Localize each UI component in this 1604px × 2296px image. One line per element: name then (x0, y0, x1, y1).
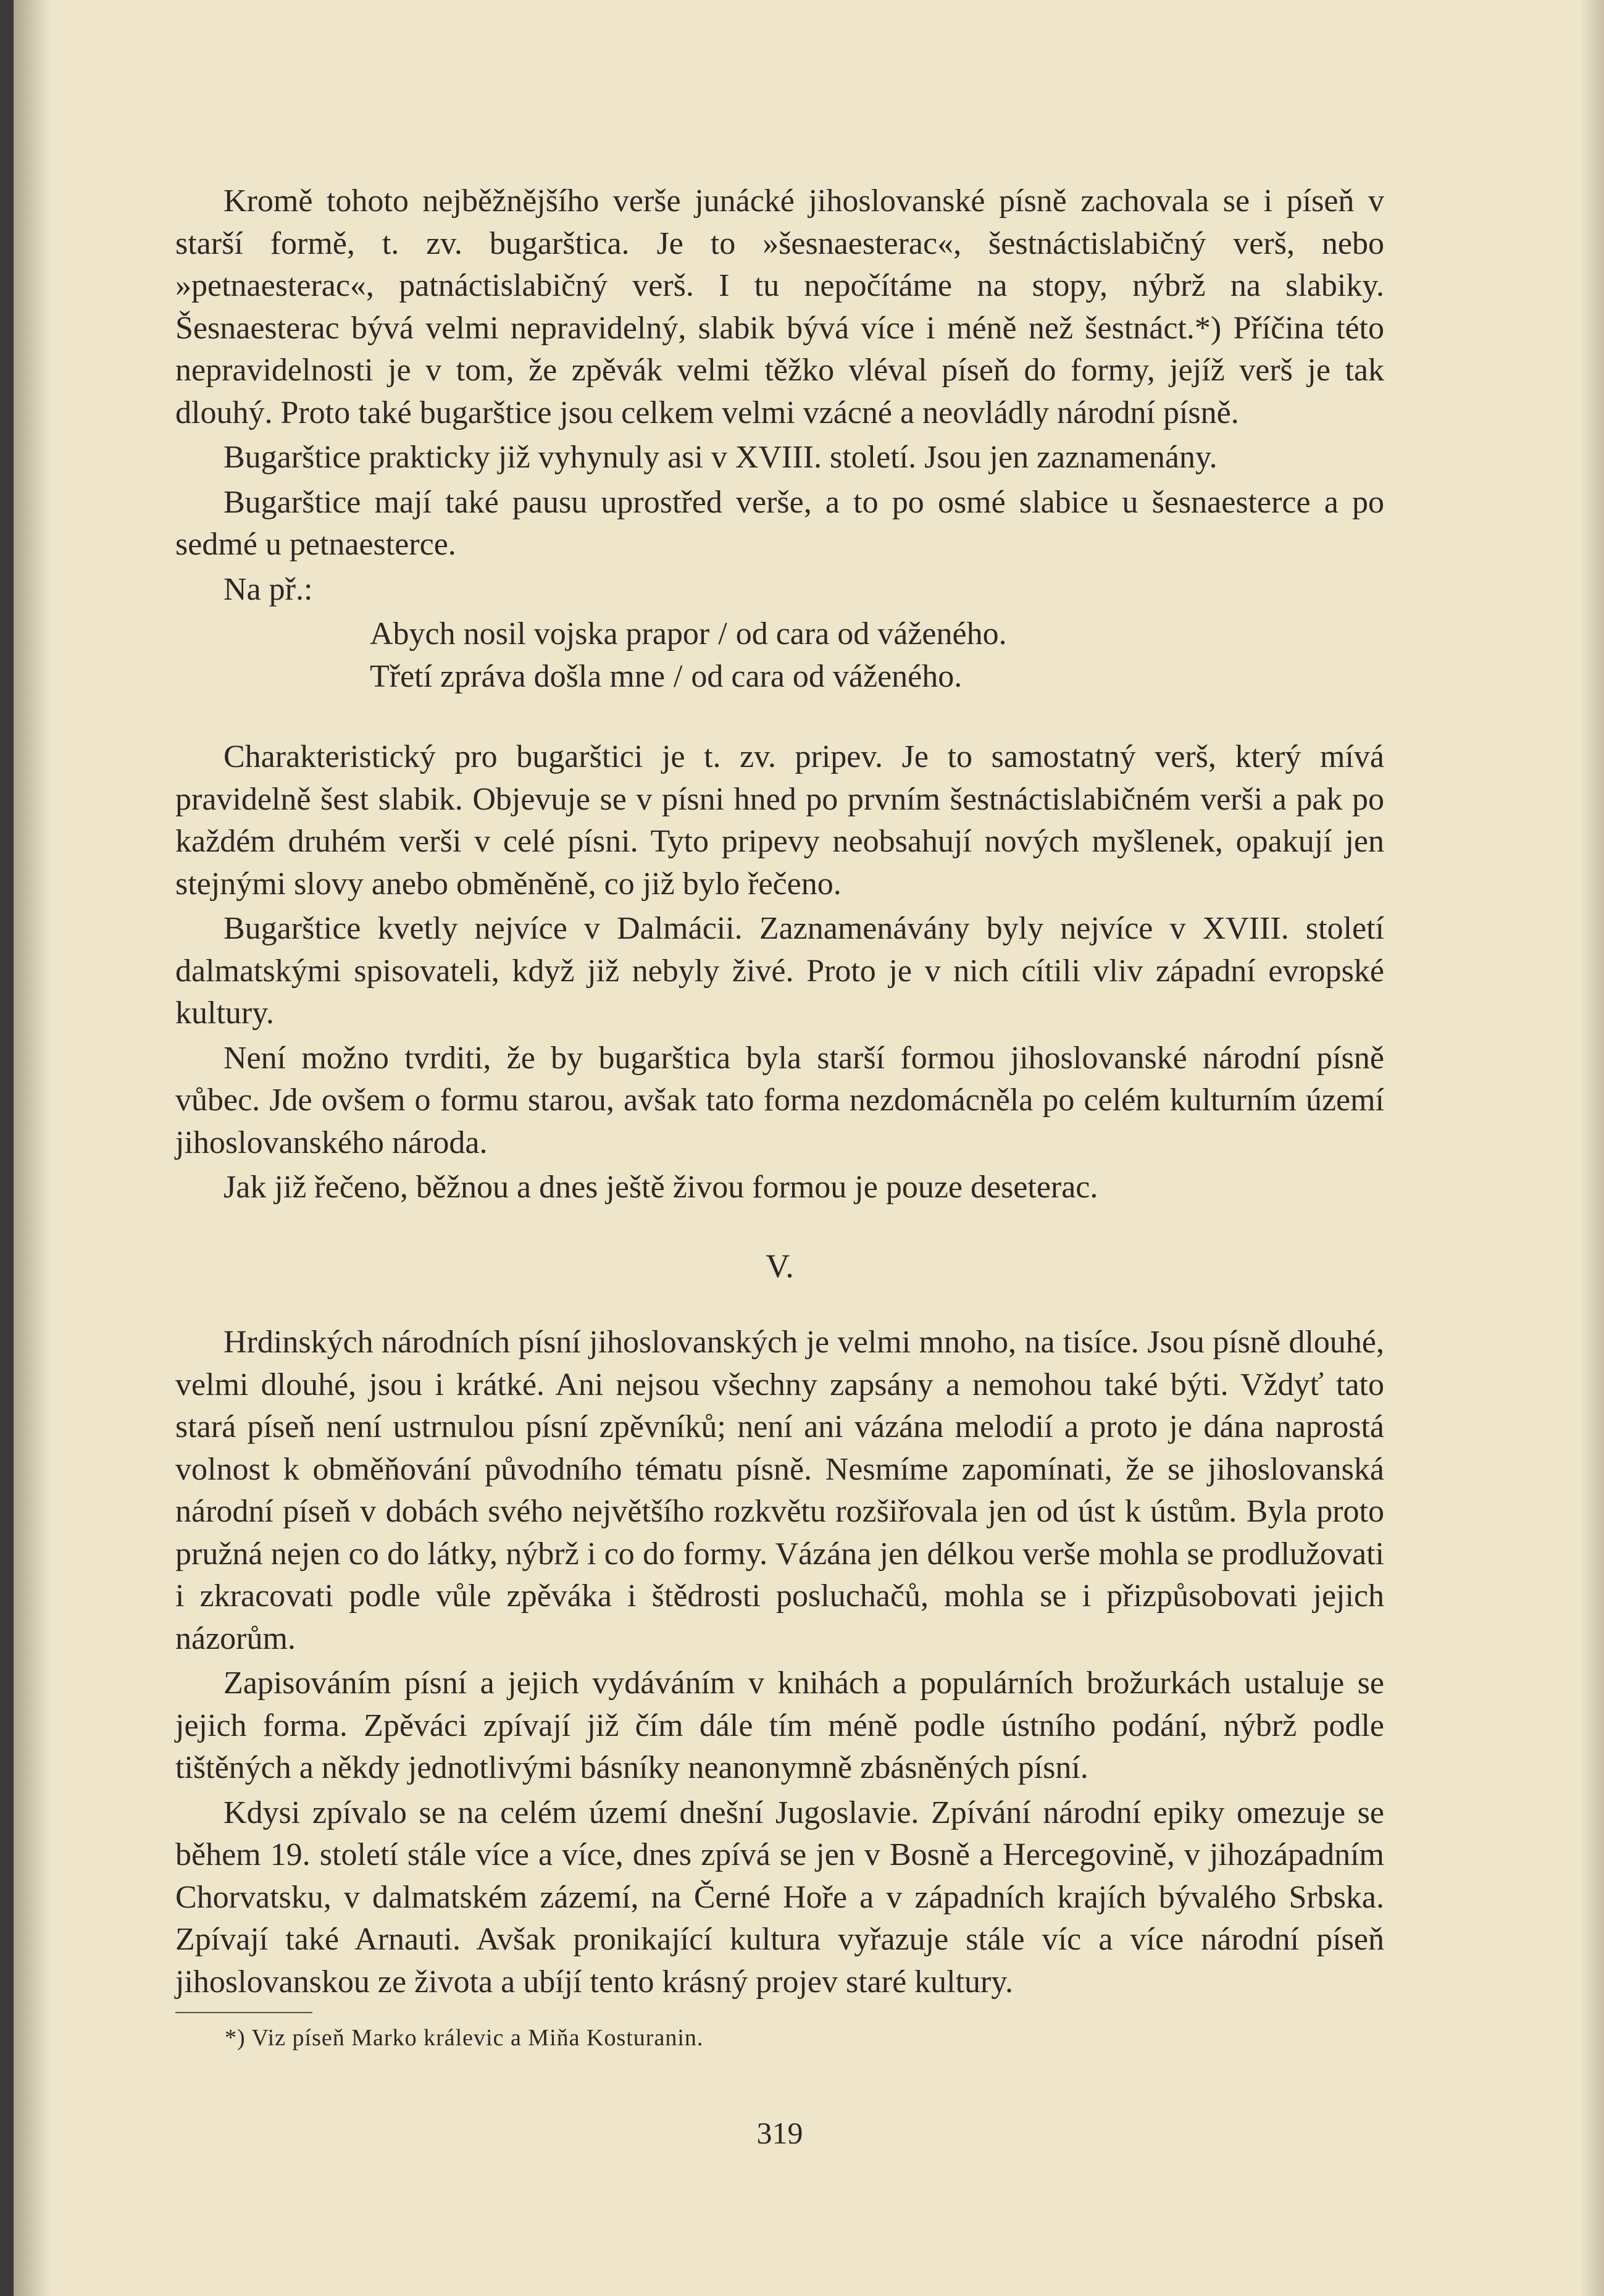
paragraph-dalmatia: Bugarštice kvetly nejvíce v Dalmácii. Zaznamenávány byly nejvíce v XVIII. století dalmatskými spisovateli, když již nebyly živé. Proto je v nich cítili vliv západní evropské kultury. (175, 911, 1384, 1031)
paragraph-bugarstica-extinct: Bugarštice prakticky již vyhynuly asi v XVIII. století. Jsou jen zaznamenány. (223, 440, 1218, 475)
paragraph-older-form: Není možno tvrditi, že by bugarštica byla starší formou jihoslovanské národní písně vůbec. Jde ovšem o formu starou, avšak tato forma nezdomácněla po celém kulturním území jihoslovanského národa. (175, 1040, 1384, 1160)
caesura-slash: / (673, 658, 683, 694)
page-edge-shadow (1579, 0, 1604, 2296)
footnote: *) Viz píseň Marko králevic a Miňa Kosturanin. (225, 2025, 704, 2051)
paragraph-bugarstica-intro: Kromě tohoto nejběžnějšího verše junácké jihoslovanské písně zachovala se i píseň v starší formě, t. zv. bugarštica. Je to »šesnaesterac«, šestnáctislabičný verš, nebo »petnaesterac«, patnáctislabičný verš. I tu nepočítáme na stopy, nýbrž na slabiky. Šesnaesterac bývá velmi nepravidelný, slabik bývá více i méně než šestnáct.*) Příčina této nepravidelnosti je v tom, že zpěvák velmi těžko vléval píseň do formy, jejíž verš je tak dlouhý. Proto také bugarštice jsou celkem velmi vzácné a neovládly národní písně. (175, 183, 1384, 430)
paragraph-heroic-songs: Hrdinských národních písní jihoslovanských je velmi mnoho, na tisíce. Jsou písně dlouhé, velmi dlouhé, jsou i krátké. Ani nejsou všechny zapsány a nemohou také býti. Vždyť tato stará píseň není ustrnulou písní zpěvníků; není ani vázána melodií a proto je dána naprostá volnost k obměňování původního tématu písně. Nesmíme zapomínati, že se jihoslovanská národní píseň v dobách svého největšího rozkvětu rozšiřovala jen od úst k ústům. Byla proto pružná nejen co do látky, nýbrž i co do formy. Vázána jen délkou verše mohla se prodlužovati i zkracovati podle vůle zpěváka i štědrosti posluchačů, mohla se i přizpůsobovati jejich názorům. (175, 1325, 1384, 1656)
paragraph-bugarstica-pause: Bugarštice mají také pausu uprostřed verše, a to po osmé slabice u šesnaesterce a po sedmé u petnaesterce. (175, 484, 1384, 562)
page-number: 319 (756, 2116, 803, 2150)
verse-line-2 (370, 656, 1384, 698)
page-gutter-shadow (14, 0, 51, 2296)
verse-example (370, 613, 1384, 698)
verse-line-1 (370, 613, 1384, 656)
paragraph-printing: Zapisováním písní a jejich vydáváním v knihách a populárních brožurkách ustaluje se jejich forma. Zpěváci zpívají již čím dále tím méně podle ústního podání, nýbrž podle tištěných a někdy jednotlivými básníky neanonymně zbásněných písní. (175, 1665, 1384, 1785)
footnote-divider (175, 2012, 312, 2013)
verse-line-1-first-half: Abych nosil vojska prapor (370, 616, 710, 652)
verse-line-1-second-half: od cara od váženého. (735, 616, 1007, 652)
verse-line-2-first-half: Třetí zpráva došla mne (370, 658, 665, 694)
paragraph-deseterac: Jak již řečeno, běžnou a dnes ještě živou formou je pouze deseterac. (223, 1170, 1098, 1205)
paragraph-pripev: Charakteristický pro bugarštici je t. zv. pripev. Je to samostatný verš, který mívá pravidelně šest slabik. Objevuje se v písni hned po prvním šestnáctislabičném verši a pak po každém druhém verši v celé písni. Tyto pripevy neobsahují nových myšlenek, opakují jen stejnými slovy anebo obměněně, co již bylo řečeno. (175, 739, 1384, 902)
verse-line-2-second-half: od cara od váženého. (691, 658, 963, 694)
section-heading: V. (766, 1247, 794, 1284)
main-text (175, 180, 1384, 2054)
book-page (14, 0, 1604, 2296)
caesura-slash: / (718, 616, 727, 652)
paragraph-example-label: Na př.: (223, 571, 313, 607)
paragraph-regions: Kdysi zpívalo se na celém území dnešní Jugoslavie. Zpívání národní epiky omezuje se během 19. století stále více a více, dnes zpívá se jen v Bosně a Hercegovině, v jihozápadním Chorvatsku, v dalmatském zázemí, na Černé Hoře a v západních krajích bývalého Srbska. Zpívají také Arnauti. Avšak pronikající kultura vyřazuje stále víc a více národní píseň jihoslovanskou ze života a ubíjí tento krásný projev staré kultury. (175, 1795, 1384, 2000)
